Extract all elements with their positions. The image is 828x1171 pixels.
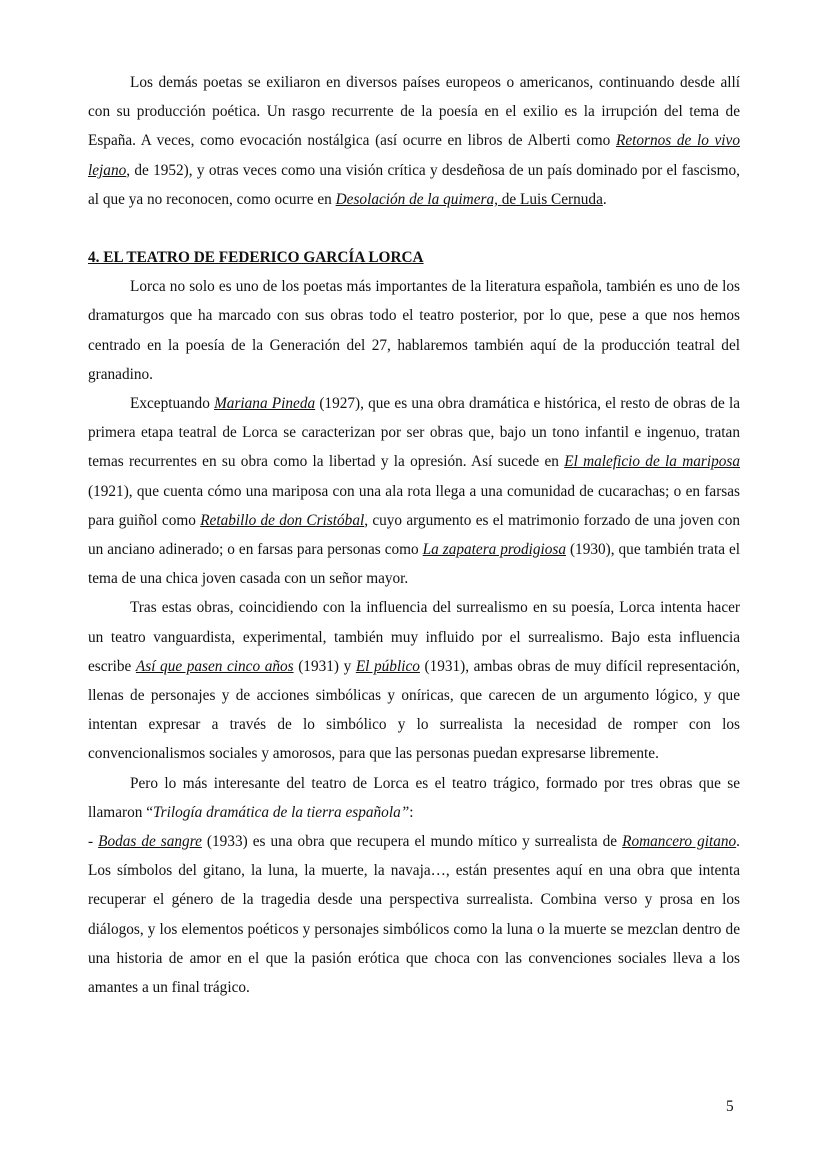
trilogy-title: Trilogía dramática de la tierra española” bbox=[152, 803, 410, 821]
text-run: (1933) es una obra que recupera el mundo mítico y surrealista de bbox=[201, 833, 623, 851]
text-run: (1921), que cuenta cómo una mariposa con una ala rota llega a una comunidad de cucarachas; o en farsas para guiñol como bbox=[88, 482, 740, 529]
work-title-romancero: Romancero gitano bbox=[622, 833, 737, 851]
paragraph-avant-garde bbox=[88, 593, 740, 768]
work-title-el-publico: El público bbox=[355, 657, 420, 675]
page-number: 5 bbox=[726, 1098, 734, 1115]
text-run: . bbox=[602, 190, 607, 208]
paragraph-lorca-intro: Lorca no solo es uno de los poetas más importantes de la literatura española, también es uno de los dramaturgos que ha marcado con sus obras todo el teatro posterior, por lo que, pese a que nos hemos centrado en la poesía de la Generación del 27, hablaremos también aquí de la producción teatral del granadino. bbox=[88, 278, 740, 383]
paragraph-first-stage bbox=[88, 389, 740, 593]
work-title-zapatera: La zapatera prodigiosa bbox=[422, 541, 566, 559]
text-run: - bbox=[88, 833, 99, 851]
work-title-desolacion: Desolación de la quimera, bbox=[335, 190, 498, 208]
text-run: . Los símbolos del gitano, la luna, la muerte, la navaja…, están presentes aquí en una obra que intenta recuperar el género de la tragedia desde una perspectiva surrealista. Combina verso y prosa en los diálogos, y los elementos poéticos y personajes simbólicos como la luna o la muerte se mezclan dentro de una historia de amor en el que la pasión erótica que choca con las convenciones sociales lleva a los amantes a un final trágico. bbox=[88, 833, 740, 997]
text-run: Exceptuando bbox=[130, 395, 215, 413]
work-title-retabillo: Retabillo de don Cristóbal bbox=[200, 511, 365, 529]
section-heading: 4. EL TEATRO DE FEDERICO GARCÍA LORCA bbox=[88, 249, 424, 267]
text-run: Pero lo más interesante del teatro de Lorca es el teatro trágico, formado por tres obras que se llamaron “ bbox=[88, 774, 740, 821]
work-title-retornos: Retornos de lo vivo lejano bbox=[88, 132, 740, 179]
document-page bbox=[88, 68, 740, 1002]
text-run: (1927), que es una obra dramática e histórica, el resto de obras de la primera etapa teatral de Lorca se caracterizan por ser obras que, bajo un tono infantil e ingenuo, tratan temas recurrentes en su obra como la libertad y la opresión. Así sucede en bbox=[88, 395, 740, 471]
text-run: (1930), que también trata el tema de una chica joven casada con un señor mayor. bbox=[88, 541, 740, 588]
list-item-bodas-de-sangre bbox=[88, 827, 740, 1002]
text-run: : bbox=[409, 803, 414, 821]
text-run: Tras estas obras, coincidiendo con la influencia del surrealismo en su poesía, Lorca intenta hacer un teatro vanguardista, experimental, también muy influido por el surrealismo. Bajo esta influencia escribe bbox=[88, 599, 740, 675]
work-title-bodas: Bodas de sangre bbox=[98, 833, 202, 851]
work-title-maleficio: El maleficio de la mariposa bbox=[564, 453, 741, 471]
text-run: (1931) y bbox=[293, 657, 356, 675]
work-title-asi-que-pasen: Así que pasen cinco años bbox=[135, 657, 294, 675]
text-run: Los demás poetas se exiliaron en diversos países europeos o americanos, continuando desde allí con su producción poética. Un rasgo recurrente de la poesía en el exilio es la irrupción del tema de España. A veces, como evocación nostálgica (así ocurre en libros de Alberti como bbox=[88, 74, 740, 150]
work-title-mariana-pineda: Mariana Pineda bbox=[214, 395, 316, 413]
author-cernuda: de Luis Cernuda bbox=[501, 190, 603, 208]
paragraph-exile-poetry bbox=[88, 68, 740, 214]
text-run: , de 1952), y otras veces como una visión crítica y desdeñosa de un país dominado por el fascismo, al que ya no reconocen, como ocurre en bbox=[88, 161, 740, 208]
paragraph-tragic-theatre bbox=[88, 769, 740, 827]
text-run: (1931), ambas obras de muy difícil representación, llenas de personajes y de acciones simbólicas y oníricas, que carecen de un argumento lógico, y que intentan expresar a través de lo simbólico y lo surrealista la necesidad de romper con los convencionalismos sociales y amorosos, para que las personas puedan expresarse libremente. bbox=[88, 657, 740, 763]
text-run: , cuyo argumento es el matrimonio forzado de una joven con un anciano adinerado; o en farsas para personas como bbox=[88, 511, 740, 559]
